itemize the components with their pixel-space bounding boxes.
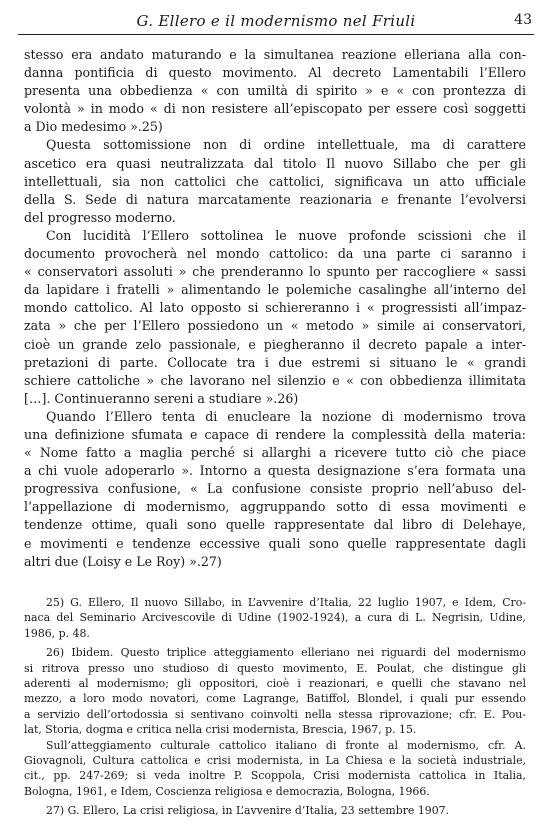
footnote-line: mezzo, a loro modo novatori, come Lagrange, Batiffol, Blondel, i quali pur essendo: [24, 692, 526, 706]
body-line: Questa sottomissione non di ordine intellettuale, ma di carattere: [46, 137, 526, 153]
footnote-line: naca del Seminario Arcivescovile di Udine (1902-1924), a cura di L. Negrisin, Udine,: [24, 611, 526, 625]
body-line: della S. Sede di natura marcatamente reazionaria e frenante l’evolversi: [24, 191, 526, 207]
body-line: progressiva confusione, « La confusione consiste proprio nell’abuso del-: [24, 481, 526, 497]
running-header: [18, 6, 534, 35]
body-line: pretazioni di parte. Collocate tra i due estremi si situano le « grandi: [24, 354, 526, 370]
footnotes: [24, 595, 526, 819]
footnote-line: si ritrova presso uno studioso di questo movimento, E. Poulat, che distingue gli: [24, 661, 526, 675]
body-line: cioè un grande zelo passionale, e piegheranno il decreto papale a inter-: [24, 336, 526, 352]
body-line: documento provocherà nel mondo cattolico: da una parte ci saranno i: [24, 246, 526, 262]
body-line: l’appellazione di modernismo, aggruppando sotto di essa movimenti e: [24, 499, 526, 515]
body-line: del progresso moderno.: [24, 209, 176, 225]
body-line: a Dio medesimo ».25): [24, 119, 163, 135]
body-line: mondo cattolico. Al lato opposto si schiereranno i « progressisti all’impaz-: [24, 300, 526, 316]
body-line: Con lucidità l’Ellero sottolinea le nuove profonde scissioni che il: [46, 227, 526, 243]
body-line: Quando l’Ellero tenta di enucleare la nozione di modernismo trova: [46, 408, 526, 424]
body-line: e movimenti e tendenze eccessive quali sono quelle rappresentate dagli: [24, 535, 526, 551]
footnote-line: cit., pp. 247-269; si veda inoltre P. Scoppola, Crisi modernista cattolica in Italia,: [24, 769, 526, 783]
footnote-line: Bologna, 1961, e Idem, Coscienza religiosa e democrazia, Bologna, 1966.: [24, 784, 430, 798]
footnote-line: aderenti al modernismo; gli oppositori, cioè i reazionari, e quelli che stavano nel: [24, 677, 526, 691]
footnote-line: lat, Storia, dogma e critica nella crisi modernista, Brescia, 1967, p. 15.: [24, 723, 417, 737]
body-line: « Nome fatto a maglia perché si allarghi a ricevere tutto ciò che piace: [24, 445, 526, 461]
running-title: G. Ellero e il modernismo nel Friuli: [136, 12, 416, 30]
body-line: da lapidare i fratelli » alimentando le polemiche casalinghe all’interno del: [24, 282, 526, 298]
body-line: volontà » in modo « di non resistere all’episcopato per essere così soggetti: [24, 101, 526, 117]
body-line: intellettuali, sia non cattolici che cattolici, significava un atto ufficiale: [24, 173, 526, 189]
body-line: tendenze ottime, quali sono quelle rappresentate dal libro di Delehaye,: [24, 517, 526, 533]
body-line: stesso era andato maturando e la simultanea reazione elleriana alla con-: [24, 47, 526, 62]
footnote-line: Giovagnoli, Cultura cattolica e crisi modernista, in La Chiesa e la società industriale,: [24, 754, 526, 768]
footnote-line: 1986, p. 48.: [24, 626, 90, 640]
footnote-line: Sull’atteggiamento culturale cattolico italiano di fronte al modernismo, cfr. A.: [46, 738, 526, 752]
page-number: 43: [514, 12, 532, 28]
body-text: [24, 46, 526, 571]
body-line: […]. Continueranno sereni a studiare ».26): [24, 390, 299, 406]
footnote-line: a servizio dell’ortodossia si sentivano coinvolti nella stessa riprovazione; cfr. E. Pou-: [24, 707, 526, 721]
footnote-line: 27) G. Ellero, La crisi religiosa, in L’avvenire d’Italia, 23 settembre 1907.: [46, 804, 450, 818]
footnote-line: 26) Ibidem. Questo triplice atteggiamento elleriano nei riguardi del modernismo: [46, 646, 526, 660]
body-line: zata » che per l’Ellero possiedono un « metodo » simile ai conservatori,: [24, 318, 526, 334]
footnote-line: 25) G. Ellero, Il nuovo Sillabo, in L’avvenire d’Italia, 22 luglio 1907, e Idem, Cro-: [46, 596, 526, 609]
body-line: ascetico era quasi neutralizzata dal titolo Il nuovo Sillabo che per gli: [24, 155, 526, 171]
body-line: a chi vuole adoperarlo ». Intorno a questa designazione s’era formata una: [24, 463, 526, 479]
body-line: una definizione sfumata e capace di rendere la complessità della materia:: [24, 426, 526, 442]
body-line: altri due (Loisy e Le Roy) ».27): [24, 553, 222, 569]
body-line: presenta una obbedienza « con umiltà di spirito » e « con prontezza di: [24, 83, 526, 99]
body-line: schiere cattoliche » che lavorano nel silenzio e « con obbedienza illimitata: [24, 372, 526, 388]
body-line: danna pontificia di questo movimento. Al decreto Lamentabili l’Ellero: [24, 65, 526, 81]
body-line: « conservatori assoluti » che prenderanno lo spunto per raccogliere « sassi: [24, 264, 526, 280]
